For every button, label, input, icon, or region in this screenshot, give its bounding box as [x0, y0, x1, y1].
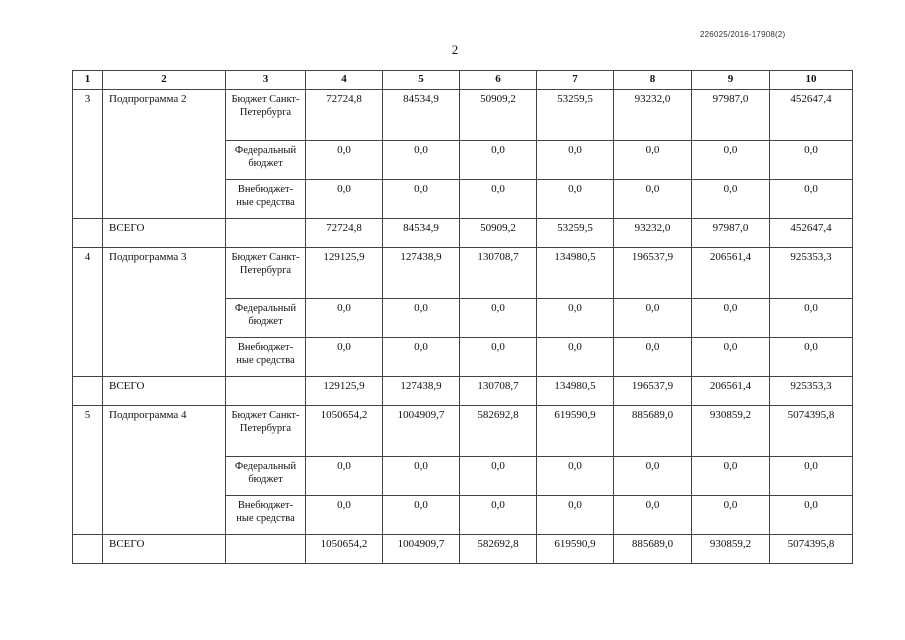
funding-source: Федеральный бюджет: [226, 457, 306, 496]
value-cell: 0,0: [460, 141, 537, 180]
table-body: [73, 90, 853, 564]
total-label: ВСЕГО: [103, 219, 226, 248]
value-cell: 925353,3: [770, 248, 853, 299]
value-cell: 84534,9: [383, 90, 460, 141]
total-value-cell: 53259,5: [537, 219, 614, 248]
column-header: 6: [460, 71, 537, 90]
total-value-cell: 50909,2: [460, 219, 537, 248]
value-cell: 0,0: [383, 457, 460, 496]
value-cell: 0,0: [537, 457, 614, 496]
subprogram-name: Подпрограмма 4: [103, 406, 226, 535]
value-cell: 0,0: [614, 457, 692, 496]
value-cell: 0,0: [306, 141, 383, 180]
funding-source: Федеральный бюджет: [226, 141, 306, 180]
value-cell: 0,0: [306, 496, 383, 535]
subprogram-name: Подпрограмма 3: [103, 248, 226, 377]
value-cell: 0,0: [383, 338, 460, 377]
total-label: ВСЕГО: [103, 535, 226, 564]
value-cell: 0,0: [614, 338, 692, 377]
column-header: 2: [103, 71, 226, 90]
value-cell: 0,0: [770, 141, 853, 180]
column-header: 1: [73, 71, 103, 90]
row-number: 3: [73, 90, 103, 219]
total-value-cell: 925353,3: [770, 377, 853, 406]
value-cell: 0,0: [614, 299, 692, 338]
funding-source: Бюджет Санкт-Петербурга: [226, 248, 306, 299]
total-value-cell: 72724,8: [306, 219, 383, 248]
value-cell: 0,0: [770, 496, 853, 535]
value-cell: 127438,9: [383, 248, 460, 299]
value-cell: 885689,0: [614, 406, 692, 457]
table-row: [73, 406, 853, 457]
total-value-cell: 93232,0: [614, 219, 692, 248]
total-value-cell: 206561,4: [692, 377, 770, 406]
total-source-cell: [226, 535, 306, 564]
column-header: 4: [306, 71, 383, 90]
total-row: [73, 377, 853, 406]
column-header: 8: [614, 71, 692, 90]
value-cell: 0,0: [692, 299, 770, 338]
value-cell: 0,0: [770, 457, 853, 496]
document-id: 226025/2016-17908(2): [700, 30, 786, 39]
value-cell: 1050654,2: [306, 406, 383, 457]
page-number: 2: [451, 42, 459, 57]
row-number: 5: [73, 406, 103, 535]
value-cell: 0,0: [306, 299, 383, 338]
value-cell: 0,0: [770, 338, 853, 377]
value-cell: 0,0: [460, 180, 537, 219]
value-cell: 0,0: [692, 457, 770, 496]
value-cell: 0,0: [537, 338, 614, 377]
value-cell: 0,0: [692, 496, 770, 535]
header-row: [73, 71, 853, 90]
value-cell: 5074395,8: [770, 406, 853, 457]
funding-source: Бюджет Санкт-Петербурга: [226, 90, 306, 141]
value-cell: 0,0: [537, 141, 614, 180]
value-cell: 452647,4: [770, 90, 853, 141]
value-cell: 0,0: [460, 338, 537, 377]
total-label: ВСЕГО: [103, 377, 226, 406]
total-value-cell: 582692,8: [460, 535, 537, 564]
value-cell: 206561,4: [692, 248, 770, 299]
value-cell: 0,0: [537, 496, 614, 535]
total-value-cell: 84534,9: [383, 219, 460, 248]
total-value-cell: 885689,0: [614, 535, 692, 564]
value-cell: 0,0: [614, 141, 692, 180]
total-number-cell: [73, 377, 103, 406]
total-source-cell: [226, 219, 306, 248]
column-header: 10: [770, 71, 853, 90]
subprogram-name: Подпрограмма 2: [103, 90, 226, 219]
value-cell: 93232,0: [614, 90, 692, 141]
value-cell: 0,0: [383, 180, 460, 219]
value-cell: 53259,5: [537, 90, 614, 141]
value-cell: 0,0: [306, 180, 383, 219]
value-cell: 134980,5: [537, 248, 614, 299]
funding-source: Внебюджет-ные средства: [226, 496, 306, 535]
total-value-cell: 97987,0: [692, 219, 770, 248]
budget-table: [72, 70, 853, 564]
value-cell: 619590,9: [537, 406, 614, 457]
total-value-cell: 1050654,2: [306, 535, 383, 564]
table-row: [73, 248, 853, 299]
value-cell: 0,0: [460, 496, 537, 535]
column-header: 9: [692, 71, 770, 90]
value-cell: 130708,7: [460, 248, 537, 299]
total-row: [73, 219, 853, 248]
funding-source: Федеральный бюджет: [226, 299, 306, 338]
total-value-cell: 196537,9: [614, 377, 692, 406]
total-value-cell: 127438,9: [383, 377, 460, 406]
funding-source: Внебюджет-ные средства: [226, 338, 306, 377]
value-cell: 0,0: [692, 180, 770, 219]
value-cell: 0,0: [614, 180, 692, 219]
total-value-cell: 452647,4: [770, 219, 853, 248]
total-source-cell: [226, 377, 306, 406]
value-cell: 0,0: [770, 180, 853, 219]
funding-source: Внебюджет-ные средства: [226, 180, 306, 219]
value-cell: 0,0: [692, 141, 770, 180]
total-number-cell: [73, 535, 103, 564]
value-cell: 0,0: [383, 496, 460, 535]
value-cell: 0,0: [692, 338, 770, 377]
value-cell: 97987,0: [692, 90, 770, 141]
total-value-cell: 619590,9: [537, 535, 614, 564]
total-value-cell: 129125,9: [306, 377, 383, 406]
value-cell: 0,0: [537, 299, 614, 338]
value-cell: 0,0: [383, 299, 460, 338]
value-cell: 50909,2: [460, 90, 537, 141]
total-value-cell: 930859,2: [692, 535, 770, 564]
value-cell: 0,0: [383, 141, 460, 180]
column-header: 3: [226, 71, 306, 90]
value-cell: 0,0: [306, 338, 383, 377]
total-value-cell: 5074395,8: [770, 535, 853, 564]
row-number: 4: [73, 248, 103, 377]
total-value-cell: 1004909,7: [383, 535, 460, 564]
total-row: [73, 535, 853, 564]
column-header: 5: [383, 71, 460, 90]
total-number-cell: [73, 219, 103, 248]
value-cell: 930859,2: [692, 406, 770, 457]
table-row: [73, 90, 853, 141]
funding-source: Бюджет Санкт-Петербурга: [226, 406, 306, 457]
value-cell: 196537,9: [614, 248, 692, 299]
total-value-cell: 134980,5: [537, 377, 614, 406]
value-cell: 0,0: [770, 299, 853, 338]
value-cell: 582692,8: [460, 406, 537, 457]
column-header: 7: [537, 71, 614, 90]
value-cell: 0,0: [460, 457, 537, 496]
value-cell: 0,0: [306, 457, 383, 496]
value-cell: 0,0: [460, 299, 537, 338]
total-value-cell: 130708,7: [460, 377, 537, 406]
value-cell: 0,0: [537, 180, 614, 219]
value-cell: 1004909,7: [383, 406, 460, 457]
value-cell: 0,0: [614, 496, 692, 535]
value-cell: 72724,8: [306, 90, 383, 141]
value-cell: 129125,9: [306, 248, 383, 299]
